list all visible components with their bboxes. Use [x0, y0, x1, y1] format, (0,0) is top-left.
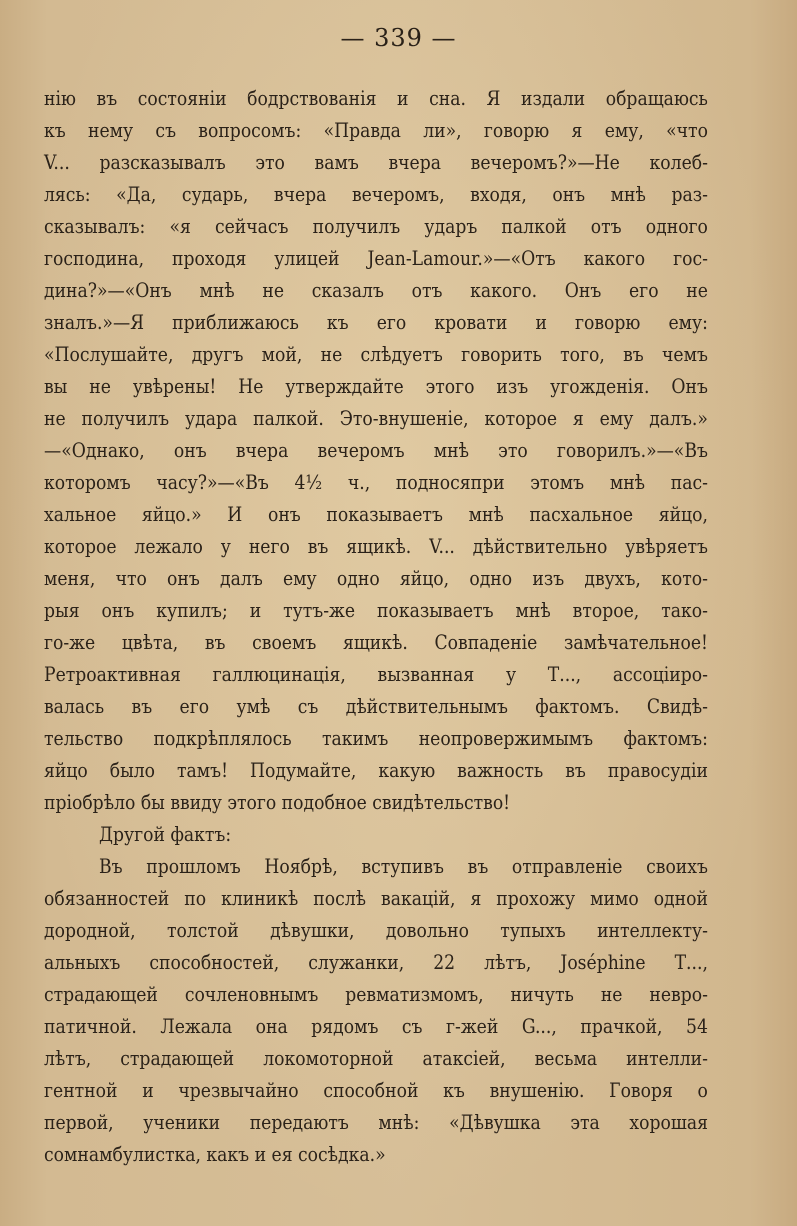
text-line: Ретроактивная галлюцинація, вызванная у Т..., ассоціиро-: [44, 662, 708, 686]
page-number: — 339 —: [340, 24, 457, 52]
text-line: дородной, толстой дѣвушки, довольно тупыхъ интеллекту-: [44, 918, 708, 942]
text-line: яйцо было тамъ! Подумайте, какую важность въ правосудіи: [44, 758, 708, 782]
text-line: го-же цвѣта, въ своемъ ящикѣ. Совпаденіе замѣчательное!: [44, 630, 708, 654]
text-line: не получилъ удара палкой. Это-внушеніе, которое я ему далъ.»: [44, 406, 708, 430]
text-line: V... разсказывалъ это вамъ вчера вечеромъ?»—Не колеб-: [44, 150, 708, 174]
text-line: Въ прошломъ Ноябрѣ, вступивъ въ отправленіе своихъ: [99, 854, 708, 878]
text-line: хальное яйцо.» И онъ показываетъ мнѣ пасхальное яйцо,: [44, 502, 708, 526]
text-line: меня, что онъ далъ ему одно яйцо, одно изъ двухъ, кото-: [44, 566, 708, 590]
text-line: лѣтъ, страдающей локомоторной атаксіей, весьма интелли-: [44, 1046, 708, 1070]
text-line: вы не увѣрены! Не утверждайте этого изъ угожденія. Онъ: [44, 374, 708, 398]
text-line: Другой фактъ:: [99, 822, 232, 846]
text-line: гентной и чрезвычайно способной къ внушенію. Говоря о: [44, 1078, 708, 1102]
text-line: сказывалъ: «я сейчасъ получилъ ударъ палкой отъ одного: [44, 214, 708, 238]
text-line: къ нему съ вопросомъ: «Правда ли», говорю я ему, «что: [44, 118, 708, 142]
text-line: лясь: «Да, сударь, вчера вечеромъ, входя, онъ мнѣ раз-: [44, 182, 708, 206]
text-line: которое лежало у него въ ящикѣ. V... дѣйствительно увѣряетъ: [44, 534, 708, 558]
text-line: тельство подкрѣплялось такимъ неопровержимымъ фактомъ:: [44, 726, 708, 750]
text-line: —«Однако, онъ вчера вечеромъ мнѣ это говорилъ.»—«Въ: [44, 438, 708, 462]
text-line: альныхъ способностей, служанки, 22 лѣтъ, Joséphine Т...,: [44, 950, 708, 974]
text-line: нію въ состояніи бодрствованія и сна. Я издали обращаюсь: [44, 86, 708, 110]
text-line: зналъ.»—Я приближаюсь къ его кровати и говорю ему:: [44, 310, 708, 334]
text-line: страдающей сочленовнымъ ревматизмомъ, ничуть не невро-: [44, 982, 708, 1006]
text-line: первой, ученики передаютъ мнѣ: «Дѣвушка эта хорошая: [44, 1110, 708, 1134]
text-line: «Послушайте, другъ мой, не слѣдуетъ говорить того, въ чемъ: [44, 342, 708, 366]
text-line: дина?»—«Онъ мнѣ не сказалъ отъ какого. Онъ его не: [44, 278, 708, 302]
text-line: патичной. Лежала она рядомъ съ г-жей G..., прачкой, 54: [44, 1014, 708, 1038]
text-line: пріобрѣло бы ввиду этого подобное свидѣтельство!: [44, 790, 511, 814]
text-line: сомнамбулистка, какъ и ея сосѣдка.»: [44, 1142, 386, 1166]
body-text: [44, 82, 708, 1170]
text-line: рыя онъ купилъ; и тутъ-же показываетъ мнѣ второе, тако-: [44, 598, 708, 622]
text-line: валась въ его умѣ съ дѣйствительнымъ фактомъ. Свидѣ-: [44, 694, 708, 718]
text-line: господина, проходя улицей Jean-Lamour.»—«Отъ какого гос-: [44, 246, 708, 270]
text-line: обязанностей по клиникѣ послѣ вакацій, я прохожу мимо одной: [44, 886, 708, 910]
text-line: которомъ часу?»—«Въ 4½ ч., подносяпри этомъ мнѣ пас-: [44, 470, 708, 494]
